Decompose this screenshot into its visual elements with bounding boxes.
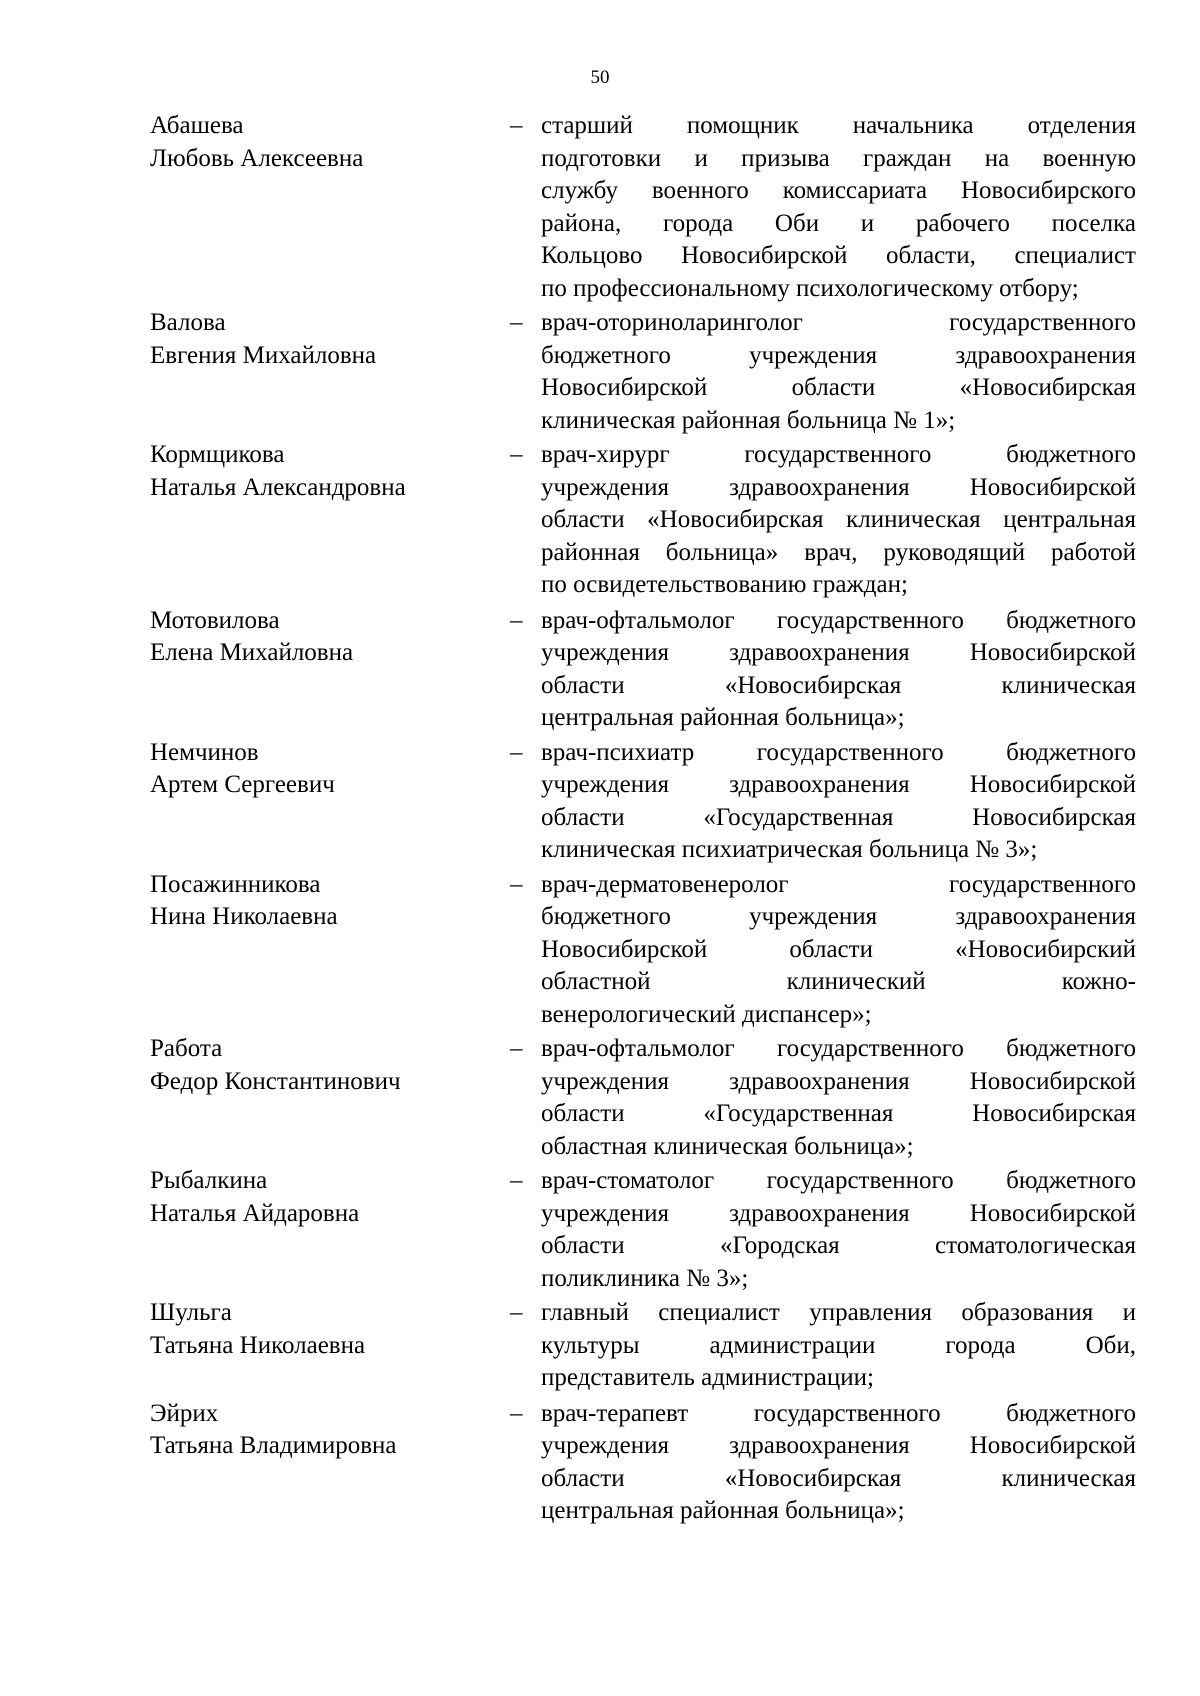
page-number: 50 [590,67,610,88]
member-name [150,1165,480,1230]
member-given-names: Наталья Александровна [150,473,406,501]
member-entry [0,1398,1200,1528]
member-list [0,110,1200,1528]
member-name [150,869,480,934]
member-given-names: Елена Михайловна [150,639,354,666]
member-position [541,1398,1136,1528]
position-line: старший помощник начальника отделения [541,112,1136,139]
position-line: венерологический диспансер»; [541,1000,872,1028]
dash-separator: – [510,1399,523,1427]
member-name [150,110,480,175]
member-position [541,869,1136,1032]
member-surname: Рыбалкина [150,1167,268,1194]
member-given-names: Нина Николаевна [150,903,338,930]
position-line: поликлиника № 3»; [541,1264,749,1292]
member-entry [0,1297,1200,1395]
member-position [541,737,1136,867]
member-entry [0,1165,1200,1295]
member-entry [0,439,1200,602]
position-line: врач-стоматолог государственного бюджетного [541,1167,1136,1194]
member-position [541,605,1136,735]
member-position [541,1033,1136,1163]
position-line: учреждения здравоохранения Новосибирской [541,1067,1136,1095]
position-line: учреждения здравоохранения Новосибирской [541,771,1136,798]
position-line: культуры администрации города Оби, [541,1331,1136,1359]
member-entry [0,605,1200,735]
dash-separator: – [510,1167,523,1194]
position-line: врач-психиатр государственного бюджетного [541,738,1136,766]
member-surname: Мотовилова [150,606,280,634]
member-position [541,1297,1136,1395]
member-surname: Работа [150,1035,223,1062]
position-line: подготовки и призыва граждан на военную [541,144,1136,172]
position-line: клиническая районная больница № 1»; [541,406,956,434]
position-line: учреждения здравоохранения Новосибирской [541,1199,1136,1227]
member-name [150,1297,480,1362]
position-line: Новосибирской области «Новосибирская [541,374,1136,401]
member-surname: Немчинов [150,738,259,766]
member-surname: Посажинникова [150,870,321,898]
member-given-names: Артем Сергеевич [150,771,335,798]
member-surname: Шульга [150,1299,232,1326]
position-line: области «Новосибирская клиническая [541,671,1136,699]
dash-separator: – [510,738,523,766]
position-line: врач-терапевт государственного бюджетного [541,1399,1136,1427]
member-name [150,737,480,802]
position-line: области «Государственная Новосибирская [541,1100,1136,1127]
position-line: учреждения здравоохранения Новосибирской [541,473,1136,501]
position-line: бюджетного учреждения здравоохранения [541,341,1136,369]
member-name [150,1398,480,1463]
position-line: области «Городская стоматологическая [541,1232,1136,1259]
member-surname: Эйрих [150,1399,219,1427]
position-line: главный специалист управления образования и [541,1299,1136,1326]
position-line: службу военного комиссариата Новосибирского [541,177,1136,204]
position-line: по освидетельствованию граждан; [541,571,908,598]
dash-separator: – [510,309,523,336]
dash-separator: – [510,1299,523,1326]
position-line: областная клиническая больница»; [541,1132,914,1160]
position-line: по профессиональному психологическому отбору; [541,274,1079,302]
member-entry [0,307,1200,437]
position-line: района, города Оби и рабочего поселка [541,209,1136,237]
member-entry [0,1033,1200,1163]
position-line: районная больница» врач, руководящий работой [541,538,1136,566]
member-surname: Валова [150,309,226,336]
position-line: областной клинический кожно- [541,968,1136,995]
member-name [150,605,480,670]
member-name [150,439,480,504]
member-position [541,110,1136,305]
member-surname: Абашева [150,112,244,139]
position-line: врач-хирург государственного бюджетного [541,441,1136,468]
position-line: представитель администрации; [541,1364,874,1391]
position-line: области «Новосибирская клиническая центральная [541,506,1136,533]
position-line: учреждения здравоохранения Новосибирской [541,1432,1136,1459]
position-line: центральная районная больница»; [541,704,905,731]
position-line: центральная районная больница»; [541,1497,905,1524]
member-entry [0,110,1200,305]
member-position [541,307,1136,437]
member-given-names: Татьяна Николаевна [150,1331,366,1359]
position-line: учреждения здравоохранения Новосибирской [541,639,1136,666]
position-line: области «Новосибирская клиническая [541,1464,1136,1492]
position-line: врач-офтальмолог государственного бюджетного [541,606,1136,634]
dash-separator: – [510,441,523,468]
dash-separator: – [510,606,523,634]
position-line: врач-оториноларинголог государственного [541,309,1136,336]
position-line: области «Государственная Новосибирская [541,803,1136,831]
member-given-names: Евгения Михайловна [150,341,377,369]
position-line: бюджетного учреждения здравоохранения [541,903,1136,930]
member-entry [0,869,1200,1032]
position-line: врач-дерматовенеролог государственного [541,870,1136,898]
member-position [541,1165,1136,1295]
member-given-names: Татьяна Владимировна [150,1432,397,1459]
member-surname: Кормщикова [150,441,285,468]
position-line: врач-офтальмолог государственного бюджетного [541,1035,1136,1062]
position-line: клиническая психиатрическая больница № 3»; [541,836,1038,863]
member-entry [0,737,1200,867]
member-name [150,307,480,372]
position-line: Кольцово Новосибирской области, специалист [541,242,1136,269]
member-given-names: Наталья Айдаровна [150,1199,360,1227]
dash-separator: – [510,1035,523,1062]
member-given-names: Федор Константинович [150,1067,401,1095]
position-line: Новосибирской области «Новосибирский [541,935,1136,963]
dash-separator: – [510,112,523,139]
member-position [541,439,1136,602]
dash-separator: – [510,870,523,898]
member-given-names: Любовь Алексеевна [150,144,364,172]
member-name [150,1033,480,1098]
